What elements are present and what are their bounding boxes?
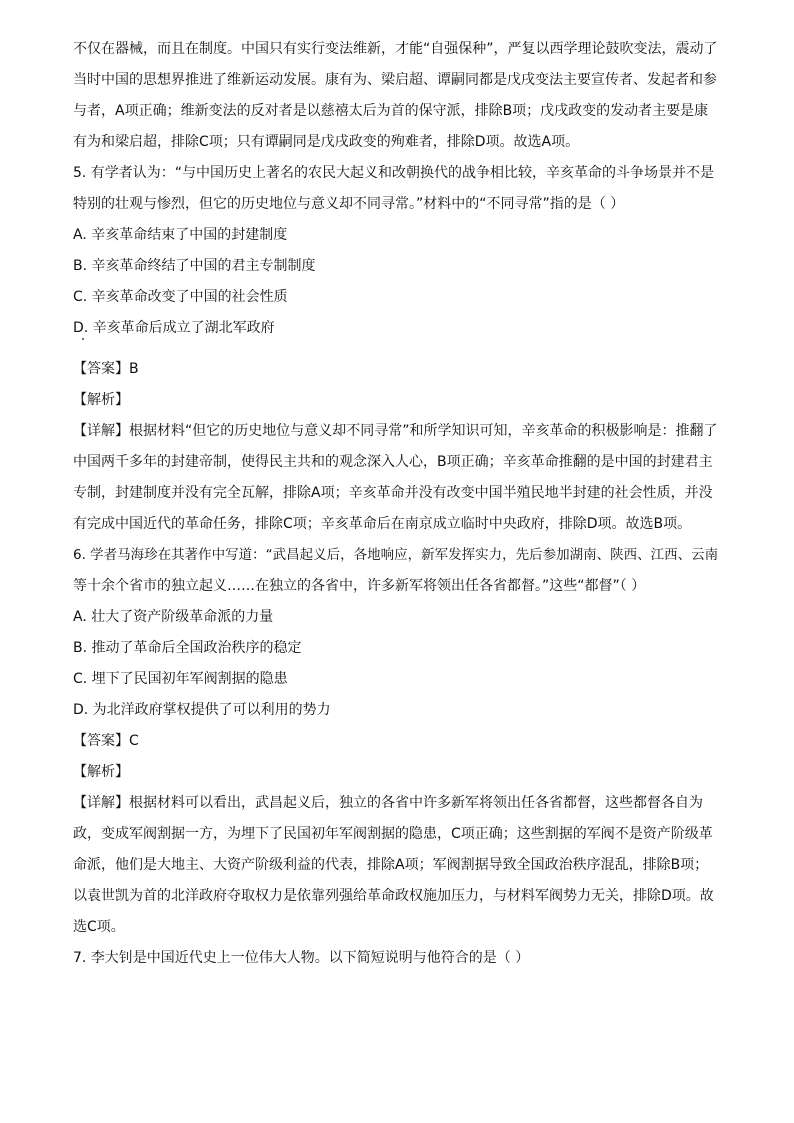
stray-mark (73, 344, 723, 354)
option-c: C. 埋下了民国初年军阀割据的隐患 (73, 671, 288, 687)
question-stem: 5. 有学者认为：“与中国历史上著名的农民大起义和改朝换代的战争相比较，辛亥革命的斗争场景并不是 (73, 165, 715, 181)
option-d: D. 为北洋政府掌权提供了可以利用的势力 (73, 702, 331, 718)
question-stem: 特别的壮观与惨烈，但它的历史地位与意义却不同寻常。”材料中的“不同寻常”指的是（ ） (73, 196, 625, 212)
intro-line: 与者，A项正确；维新变法的反对者是以慈禧太后为首的保守派，排除B项；戊戌政变的发动者主要是康 (73, 103, 709, 119)
option-a: A. 壮大了资产阶级革命派的力量 (73, 609, 274, 625)
detail-line: 中国两千多年的封建帝制，使得民主共和的观念深入人心，B项正确；辛亥革命推翻的是中国的封建君主 (73, 454, 713, 470)
document-page (73, 34, 723, 974)
detail-line: 【详解】根据材料“但它的历史地位与意义却不同寻常”和所学知识可知，辛亥革命的积极影响是：推翻了 (73, 423, 718, 439)
detail-line: 【详解】根据材料可以看出，武昌起义后，独立的各省中许多新军将领出任各省都督，这些都督各自为 (73, 795, 703, 811)
detail-line: 专制，封建制度并没有完全瓦解，排除A项；辛亥革命并没有改变中国半殖民地半封建的社会性质，并没 (73, 485, 713, 501)
analysis-label: 【解析】 (73, 764, 129, 780)
analysis-label: 【解析】 (73, 392, 129, 408)
answer-label: 【答案】B (73, 361, 139, 377)
detail-line: 有完成中国近代的革命任务，排除C项；辛亥革命后在南京成立临时中央政府，排除D项。故选B项。 (73, 516, 692, 532)
question-6 (73, 540, 723, 943)
option-b: B. 推动了革命后全国政治秩序的稳定 (73, 640, 302, 656)
question-5 (73, 158, 723, 540)
detail-line: 政，变成军阀割据一方，为埋下了民国初年军阀割据的隐患，C项正确；这些割据的军阀不是资产阶级革 (73, 826, 713, 842)
detail-line: 选C项。 (73, 919, 125, 935)
question-stem: 7. 李大钊是中国近代史上一位伟大人物。以下简短说明与他符合的是（ ） (73, 950, 530, 966)
intro-paragraph (73, 34, 723, 158)
intro-line: 有为和梁启超，排除C项；只有谭嗣同是戊戌政变的殉难者，排除D项。故选A项。 (73, 134, 580, 150)
question-stem: 等十余个省市的独立起义……在独立的各省中，许多新军将领出任各省都督。”这些“都督”（ ） (73, 578, 646, 594)
option-d: D. 辛亥革命后成立了湖北军政府 (73, 320, 275, 336)
intro-line: 当时中国的思想界推进了维新运动发展。康有为、梁启超、谭嗣同都是戊戌变法主要宣传者、发起者和参 (73, 72, 717, 88)
detail-line: 以袁世凯为首的北洋政府夺取权力是依靠列强给革命政权施加压力，与材料军阀势力无关，排除D项。故 (73, 888, 714, 904)
question-7 (73, 943, 723, 974)
answer-label: 【答案】C (73, 733, 139, 749)
question-stem: 6. 学者马海珍在其著作中写道：“武昌起义后，各地响应，新军发挥实力，先后参加湖南、陕西、江西、云南 (73, 547, 719, 563)
option-c: C. 辛亥革命改变了中国的社会性质 (73, 289, 288, 305)
intro-line: 不仅在器械，而且在制度。中国只有实行变法维新，才能“自强保种”，严复以西学理论鼓吹变法，震动了 (73, 41, 718, 57)
option-b: B. 辛亥革命终结了中国的君主专制制度 (73, 258, 316, 274)
detail-line: 命派，他们是大地主、大资产阶级利益的代表，排除A项；军阀割据导致全国政治秩序混乱，排除B项； (73, 857, 709, 873)
option-a: A. 辛亥革命结束了中国的封建制度 (73, 227, 288, 243)
